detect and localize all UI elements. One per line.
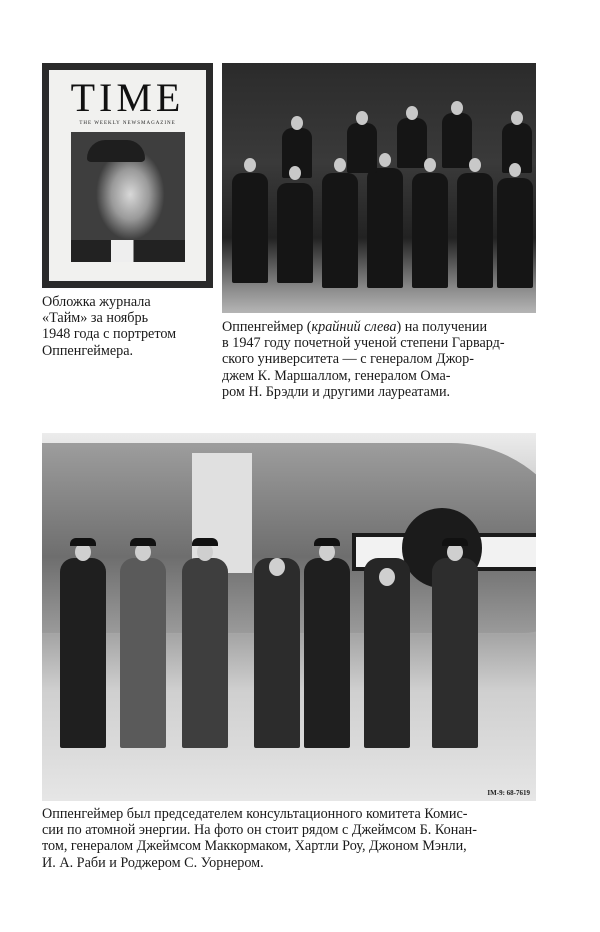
person-face [291, 116, 303, 130]
man-figure [182, 558, 228, 748]
person-figure [347, 123, 377, 173]
harvard-ceremony-photo [222, 63, 536, 313]
caption-line: джем К. Маршаллом, генералом Ома- [222, 367, 451, 384]
caption-italic: крайний слева [311, 319, 397, 335]
person-face [424, 158, 436, 172]
person-face [406, 106, 418, 120]
caption-line: сии по атомной энергии. На фото он стоит рядом с Джеймсом Б. Конан- [42, 822, 477, 839]
portrait-hair [87, 140, 145, 162]
person-figure [367, 168, 403, 288]
harvard-caption [222, 319, 505, 400]
person-figure [457, 173, 493, 288]
caption-line: «Тайм» за ноябрь [42, 310, 149, 327]
man-figure [254, 558, 300, 748]
person-figure [322, 173, 358, 288]
caption-line: 1948 года с портретом [42, 326, 177, 343]
person-figure [277, 183, 313, 283]
time-logo-subtitle: THE WEEKLY NEWSMAGAZINE [79, 121, 176, 126]
person-face [379, 153, 391, 167]
person-face [244, 158, 256, 172]
man-figure [120, 558, 166, 748]
man-figure [60, 558, 106, 748]
man-figure [364, 558, 410, 748]
caption-line: Обложка журнала [42, 294, 151, 310]
portrait-suit [71, 240, 185, 262]
caption-line: том, генералом Джеймсом Маккормаком, Хартли Роу, Джоном Мэнли, [42, 838, 467, 855]
airplane-caption [42, 806, 477, 871]
hat-icon [314, 538, 340, 546]
hat-icon [130, 538, 156, 546]
person-figure [232, 173, 268, 283]
caption-line: ром Н. Брэдли и другими лауреатами. [222, 383, 451, 400]
caption-line: Оппенгеймера. [42, 342, 134, 359]
hat-icon [442, 538, 468, 546]
caption-text: Оппенгеймер ( [222, 319, 312, 335]
person-face [469, 158, 481, 172]
man-head [379, 568, 395, 586]
person-face [511, 111, 523, 125]
person-figure [442, 113, 472, 168]
person-figure [497, 178, 533, 288]
time-cover-photo [42, 63, 213, 288]
caption-text: ) на получении [396, 319, 488, 335]
man-figure [432, 558, 478, 748]
person-face [289, 166, 301, 180]
man-figure [304, 558, 350, 748]
cover-frame [49, 70, 206, 281]
time-cover-caption [42, 294, 176, 359]
caption-line: И. А. Раби и Роджером С. Уорнером. [42, 854, 264, 871]
hat-icon [192, 538, 218, 546]
archive-code: IM-9: 68-7619 [487, 789, 530, 797]
caption-line: в 1947 году почетной ученой степени Гарвард- [222, 335, 505, 352]
airplane-group-photo [42, 433, 536, 801]
caption-line: Оппенгеймер был председателем консультационного комитета Комис- [42, 806, 468, 822]
person-face [451, 101, 463, 115]
caption-line: ского университета — с генералом Джор- [222, 351, 474, 368]
hat-icon [70, 538, 96, 546]
time-logo: TIME [70, 75, 185, 120]
person-face [356, 111, 368, 125]
man-head [269, 558, 285, 576]
person-figure [412, 173, 448, 288]
person-face [509, 163, 521, 177]
person-face [334, 158, 346, 172]
caption-line [222, 319, 505, 335]
person-figure [397, 118, 427, 168]
